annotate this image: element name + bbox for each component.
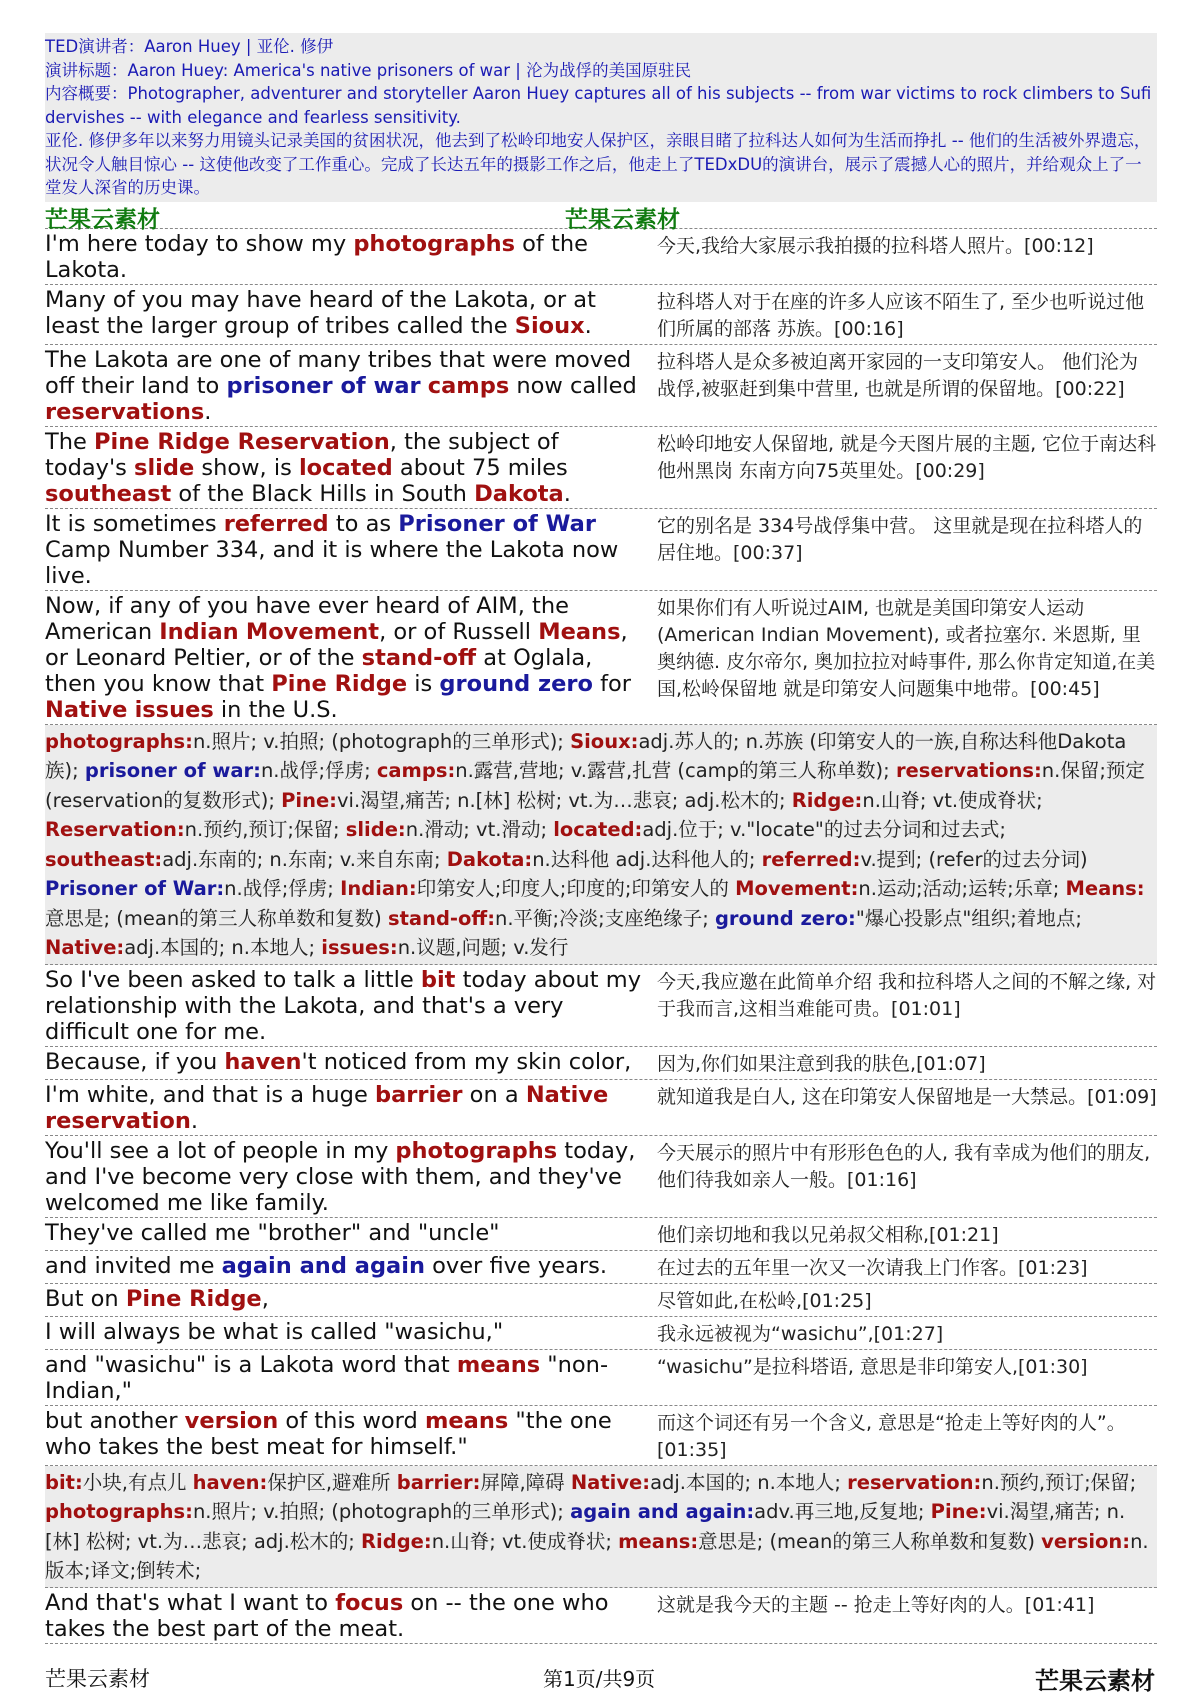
highlighted-term: photographs: [45, 729, 193, 753]
highlighted-term: Sioux [514, 312, 585, 339]
title-line: 演讲标题：Aaron Huey: America's native prisoners of war | 沦为战俘的美国原驻民 [45, 60, 692, 80]
text-run: in the U.S. [213, 696, 338, 723]
text-run: n.战俘;俘虏; [224, 877, 341, 900]
transcript-block-3 [45, 1588, 1157, 1644]
chinese-translation: 今天展示的照片中有形形色色的人, 我有幸成为他们的朋友,他们待我如亲人一般。[01:16] [657, 1141, 1151, 1191]
text-run: 保护区,避难所 [267, 1470, 397, 1494]
highlighted-term: means: [618, 1529, 699, 1553]
chinese-translation: 尽管如此,在松岭,[01:25] [657, 1289, 872, 1312]
text-run: I will always be what is called "wasichu," [45, 1318, 504, 1345]
transcript-row [45, 1284, 1157, 1317]
text-run: adj.位于; v."locate"的过去分词和过去式; [642, 818, 1006, 841]
transcript-row [45, 1136, 1157, 1218]
transcript-row [45, 1350, 1157, 1406]
text-run: n.议题,问题; v.发行 [397, 936, 569, 959]
text-run: "the one who takes the best meat for himself." [45, 1407, 612, 1460]
transcript-row [45, 345, 1157, 427]
text-run: show, is [194, 454, 299, 481]
text-run: , the subject of today's [45, 428, 559, 481]
text-run: n.照片; v.拍照; (photograph的三单形式); [192, 729, 571, 753]
english-sentence [45, 285, 645, 344]
chinese-translation: 这就是我今天的主题 -- 抢走上等好肉的人。[01:41] [657, 1593, 1095, 1616]
highlighted-term: slide: [345, 818, 406, 841]
highlighted-term: reservations [45, 398, 205, 425]
english-sentence [45, 1350, 645, 1405]
text-run: I'm here today to show my [45, 230, 354, 257]
text-run: n.战俘;俘虏; [260, 759, 377, 782]
highlighted-term: Prisoner of War: [45, 877, 225, 900]
transcript-row [45, 1317, 1157, 1350]
text-run: It is sometimes [45, 510, 224, 537]
transcript-block-1 [45, 229, 1157, 725]
text-run: Many of you may have heard of the Lakota, or at least the larger group of tribes called the [45, 286, 596, 339]
english-sentence [45, 509, 645, 590]
highlighted-term: prisoner of war [226, 372, 421, 399]
chinese-translation: “wasichu”是拉科塔语, 意思是非印第安人,[01:30] [657, 1355, 1088, 1378]
highlighted-term: Native [45, 696, 128, 723]
highlighted-term: ground zero: [714, 906, 856, 930]
text-run: n.山脊; vt.使成脊状; [862, 788, 1043, 812]
text-run: "non-Indian," [45, 1351, 609, 1404]
transcript-row [45, 1251, 1157, 1284]
transcript-row [45, 1588, 1157, 1644]
highlighted-term: reservation [45, 1107, 191, 1134]
text-run: adj.本国的; n.本地人; [124, 936, 322, 959]
highlighted-term: located [298, 454, 393, 481]
text-run [421, 373, 428, 399]
highlighted-term: photographs: [45, 1500, 193, 1523]
text-run: n.预约,预订;保留; [184, 818, 346, 841]
transcript-block-2 [45, 965, 1157, 1466]
transcript-row [45, 1218, 1157, 1251]
transcript-row [45, 591, 1157, 725]
highlighted-term: camps [427, 372, 510, 399]
text-run: n.滑动; vt.滑动; [405, 818, 554, 841]
highlighted-term: Indian [159, 618, 239, 645]
highlighted-term: means [456, 1351, 541, 1378]
highlighted-term: version [184, 1407, 279, 1434]
highlighted-term: issues [134, 696, 214, 723]
highlighted-term: Native: [45, 936, 125, 959]
chinese-translation: 因为,你们如果注意到我的肤色,[01:07] [657, 1052, 986, 1075]
transcript-row [45, 1080, 1157, 1136]
text-run: Because, if you [45, 1048, 225, 1075]
english-sentence [45, 965, 645, 1046]
text-run: of the Black Hills in South [171, 480, 475, 507]
text-run: You'll see a lot of people in my [45, 1137, 396, 1164]
highlighted-term: Movement [245, 618, 380, 645]
text-run [239, 619, 246, 645]
text-run: now called [509, 372, 637, 399]
highlighted-term: Reservation: [45, 818, 185, 841]
english-sentence [45, 1047, 645, 1079]
highlighted-term: Pine Ridge [125, 1285, 262, 1312]
highlighted-term: stand-off: [387, 906, 495, 930]
english-sentence [45, 1251, 645, 1283]
chinese-translation: 而这个词还有另一个含义, 意思是“抢走上等好肉的人”。[01:35] [657, 1411, 1126, 1461]
highlighted-term: reservation: [847, 1470, 982, 1494]
text-run: vi.渴望,痛苦; n.[林] 松树; vt.为…悲哀; adj.松木的; [336, 788, 792, 812]
chinese-translation: 在过去的五年里一次又一次请我上门作客。[01:23] [657, 1256, 1088, 1279]
highlighted-term: stand-off [361, 644, 477, 671]
highlighted-term: barrier: [396, 1470, 481, 1494]
text-run: today, and I've become very close with them, and they've welcomed me like family. [45, 1137, 636, 1216]
text-run: on a [462, 1081, 526, 1108]
footer-watermark-right: 芒果云素材 [1035, 1666, 1155, 1695]
text-run: n.保留;预定(reservation的复数形式); [45, 759, 1145, 812]
chinese-translation: 拉科塔人对于在座的许多人应该不陌生了, 至少也听说过他们所属的部落 苏族。[00:16] [657, 290, 1145, 340]
text-run: v.提到; (refer的过去分词) [860, 847, 1088, 871]
highlighted-term: Dakota: [446, 847, 533, 871]
text-run: adj.本国的; n.本地人; [650, 1470, 848, 1494]
text-run: and invited me [45, 1252, 222, 1279]
english-sentence [45, 427, 645, 508]
highlighted-term: bit: [45, 1470, 83, 1494]
highlighted-term: prisoner of war: [84, 759, 261, 782]
text-run: n.平衡;冷淡;支座绝缘子; [495, 906, 715, 930]
highlighted-term: Means: [1065, 877, 1145, 900]
text-run: . [584, 312, 592, 339]
english-sentence [45, 1317, 645, 1349]
text-run: But on [45, 1285, 126, 1312]
talk-header [45, 33, 1157, 202]
chinese-translation: 今天,我应邀在此简单介绍 我和拉科塔人之间的不解之缘, 对于我而言,这相当难能可贵。[01:01] [657, 970, 1157, 1020]
summary-chinese: 亚伦. 修伊多年以来努力用镜头记录美国的贫困状况，他去到了松岭印地安人保护区，亲眼目睹了拉科达人如何为生活而挣扎 -- 他们的生活被外界遗忘，状况令人触目惊心 -- 这使他改变了工作重心。完成了长达五年的摄影工作之后，他走上了TEDxDU的演讲台，展示了震撼人心的照片，并给观众上了一堂发人深省的历史课。 [45, 131, 1151, 197]
highlighted-term: Ridge: [791, 788, 863, 812]
highlighted-term: referred [223, 510, 329, 537]
highlighted-term: slide [134, 454, 195, 481]
highlighted-term: Pine Ridge Reservation [94, 428, 390, 455]
text-run: n.版本;译文;倒转术; [45, 1529, 1149, 1582]
vocabulary-block-2 [45, 1466, 1157, 1588]
speaker-line: TED演讲者：Aaron Huey | 亚伦. 修伊 [45, 37, 334, 56]
watermark-row [45, 202, 1157, 233]
highlighted-term: issues: [321, 936, 398, 959]
highlighted-term: located: [553, 818, 643, 841]
text-run: , [261, 1285, 269, 1312]
chinese-translation: 它的别名是 334号战俘集中营。 这里就是现在拉科塔人的居住地。[00:37] [657, 514, 1143, 564]
watermark-right: 芒果云素材 [565, 205, 680, 233]
text-run: of the Lakota. [45, 230, 588, 283]
chinese-translation: 我永远被视为“wasichu”,[01:27] [657, 1322, 944, 1345]
english-sentence [45, 1218, 645, 1250]
highlighted-term: reservations: [895, 759, 1042, 782]
text-run: on -- the one who takes the best part of the meat. [45, 1589, 609, 1642]
highlighted-term: Pine: [930, 1500, 987, 1523]
page-footer [45, 1661, 1155, 1693]
text-run: , or Leonard Peltier, or of the [45, 618, 628, 671]
highlighted-term: Indian: [340, 877, 417, 900]
english-sentence [45, 229, 645, 284]
highlighted-term: Means [538, 618, 621, 645]
text-run: , or of Russell [379, 618, 539, 645]
text-run: I'm white, and that is a huge [45, 1081, 375, 1108]
text-run: for [592, 670, 632, 697]
text-run: about 75 miles [392, 454, 568, 481]
highlighted-term: again and again: [570, 1500, 755, 1523]
text-run: . [204, 398, 212, 425]
highlighted-term: southeast [45, 480, 172, 507]
highlighted-term: photographs [395, 1137, 558, 1164]
chinese-translation: 就知道我是白人, 这在印第安人保留地是一大禁忌。[01:09] [657, 1085, 1157, 1108]
text-run: So I've been asked to talk a little [45, 966, 421, 993]
chinese-translation: 他们亲切地和我以兄弟叔父相称,[01:21] [657, 1223, 999, 1246]
text-run: n.运动;活动;运转;乐章; [858, 877, 1066, 900]
text-run: adv.再三地,反复地; [754, 1500, 931, 1523]
text-run: 屏障,障碍 [480, 1470, 571, 1494]
highlighted-term: ground zero [439, 670, 593, 697]
text-run: 意思是; (mean的第三人称单数和复数) [698, 1529, 1042, 1553]
text-run [127, 697, 134, 723]
transcript-row [45, 1047, 1157, 1080]
text-run: adj.东南的; n.东南; v.来自东南; [162, 847, 447, 871]
highlighted-term: haven: [192, 1470, 268, 1494]
footer-watermark-left: 芒果云素材 [45, 1667, 150, 1691]
transcript-row [45, 1406, 1157, 1466]
highlighted-term: haven [224, 1048, 302, 1075]
highlighted-term: means [424, 1407, 509, 1434]
chinese-translation: 拉科塔人是众多被迫离开家园的一支印第安人。 他们沦为战俘,被驱赶到集中营里, 也就是所谓的保留地。[00:22] [657, 350, 1139, 400]
page-number: 第1页/共9页 [543, 1667, 656, 1691]
highlighted-term: camps: [376, 759, 456, 782]
transcript-row [45, 965, 1157, 1047]
text-run: And that's what I want to [45, 1589, 336, 1616]
highlighted-term: bit [420, 966, 456, 993]
text-run: but another [45, 1407, 185, 1434]
english-sentence [45, 591, 645, 724]
transcript-row [45, 427, 1157, 509]
highlighted-term: southeast: [45, 847, 163, 871]
text-run: adj.苏人的; n.苏族 (印第安人的一族,自称达科他Dakota族); [45, 729, 1127, 782]
highlighted-term: Movement: [735, 877, 859, 900]
highlighted-term: again and again [221, 1252, 425, 1279]
text-run: n.照片; v.拍照; (photograph的三单形式); [192, 1500, 571, 1523]
vocabulary-block-1 [45, 725, 1157, 965]
text-run: at Oglala, then you know that [45, 644, 593, 697]
highlighted-term: barrier [374, 1081, 463, 1108]
text-run: n.露营,营地; v.露营,扎营 (camp的第三人称单数); [455, 759, 896, 782]
text-run: is [407, 670, 440, 697]
text-run: . [563, 480, 571, 507]
text-run: 小块,有点儿 [82, 1470, 193, 1494]
watermark-left: 芒果云素材 [45, 205, 160, 233]
highlighted-term: Prisoner of War [398, 510, 596, 537]
transcript-row [45, 509, 1157, 591]
text-run: "爆心投影点"组织;着地点; [855, 906, 1082, 930]
highlighted-term: Pine: [281, 788, 337, 812]
text-run: They've called me "brother" and "uncle" [45, 1219, 500, 1246]
english-sentence [45, 345, 645, 426]
text-run: n.达科他 adj.达科他人的; [532, 847, 762, 871]
english-sentence [45, 1406, 645, 1465]
highlighted-term: Native [525, 1081, 609, 1108]
text-run: The Lakota are one of many tribes that were moved off their land to [45, 346, 632, 399]
highlighted-term: Dakota [474, 480, 564, 507]
highlighted-term: Sioux: [570, 729, 639, 753]
highlighted-term: focus [335, 1589, 404, 1616]
highlighted-term: version: [1041, 1529, 1131, 1553]
english-sentence [45, 1080, 645, 1135]
transcript-row [45, 285, 1157, 345]
text-run: of this word [278, 1407, 425, 1434]
highlighted-term: Pine Ridge [271, 670, 408, 697]
text-run: 意思是; (mean的第三人称单数和复数) [45, 906, 388, 930]
text-run: Camp Number 334, and it is where the Lakota now live. [45, 536, 619, 589]
summary-english: 内容概要：Photographer, adventurer and storyteller Aaron Huey captures all of his subjects -- from war victims to rock climbers to Sufi dervishes -- with elegance and fearless sensitivity. [45, 84, 1152, 127]
english-sentence [45, 1588, 645, 1643]
text-run: and "wasichu" is a Lakota word that [45, 1351, 457, 1378]
text-run: . [190, 1107, 199, 1134]
highlighted-term: Ridge: [361, 1529, 432, 1553]
chinese-translation: 如果你们有人听说过AIM, 也就是美国印第安人运动(American Indian Movement), 或者拉塞尔. 米恩斯, 里奥纳德. 皮尔帝尔, 奥加拉拉对峙事件, 那么你肯定知道,在美国,松岭保留地 就是印第安人问题集中地带。[00:45] [657, 596, 1156, 700]
highlighted-term: photographs [353, 230, 516, 257]
text-run: Now, if any of you have ever heard of AIM, the American [45, 592, 569, 645]
text-run: 't noticed from my skin color, [301, 1048, 632, 1075]
document-page [45, 33, 1157, 1644]
transcript-row [45, 229, 1157, 285]
text-run: to as [328, 510, 399, 537]
text-run: n.山脊; vt.使成脊状; [431, 1529, 619, 1553]
english-sentence [45, 1136, 645, 1217]
text-run: 印第安人;印度人;印度的;印第安人的 [416, 877, 736, 900]
highlighted-term: Native: [570, 1470, 651, 1494]
text-run: vi.渴望,痛苦; n.[林] 松树; vt.为…悲哀; adj.松木的; [45, 1500, 1126, 1553]
text-run: today about my relationship with the Lakota, and that's a very difficult one for me. [45, 966, 642, 1045]
text-run: over five years. [424, 1252, 608, 1279]
text-run: n.预约,预订;保留; [981, 1470, 1137, 1494]
english-sentence [45, 1284, 645, 1316]
text-run: The [45, 428, 94, 455]
highlighted-term: referred: [761, 847, 861, 871]
chinese-translation: 今天,我给大家展示我拍摄的拉科塔人照片。[00:12] [657, 234, 1094, 257]
chinese-translation: 松岭印地安人保留地, 就是今天图片展的主题, 它位于南达科他州黑岗 东南方向75英里处。[00:29] [657, 432, 1157, 482]
